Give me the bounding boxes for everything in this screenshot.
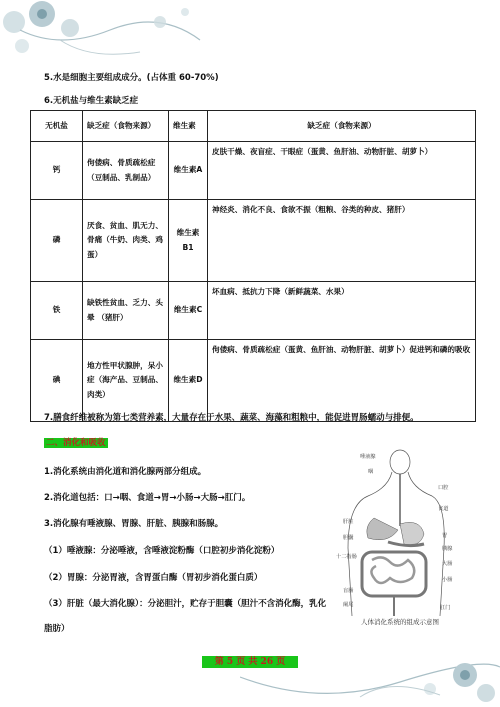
digest-item-3: 3.消化腺有唾液腺、胃腺、肝脏、胰腺和肠腺。 [44, 519, 224, 529]
vitamin-name: 维生素C [169, 282, 208, 340]
label-appendix: 阑尾 [343, 602, 354, 608]
label-stomach: 胃 [442, 533, 448, 539]
header-vitamin-deficiency: 缺乏症（食物来源） [208, 111, 476, 142]
salt-deficiency: 缺铁性贫血、乏力、头晕 （猪肝） [83, 282, 169, 340]
label-gallbladder: 胆囊 [343, 535, 354, 541]
label-cecum: 盲肠 [343, 588, 354, 594]
salt-name: 铁 [31, 282, 83, 340]
header-vitamin: 维生素 [169, 111, 208, 142]
label-large-intestine: 大肠 [442, 561, 453, 567]
header-salt-deficiency: 缺乏症（食物来源） [83, 111, 169, 142]
vitamin-name: 维生素B1 [169, 200, 208, 282]
label-pancreas: 胰腺 [442, 546, 453, 552]
salt-name: 碘 [31, 340, 83, 422]
table-row [31, 142, 476, 200]
label-mouth: 口腔 [438, 485, 449, 491]
deficiency-table [30, 110, 476, 422]
page-number: 第 5 页 共 26 页 [202, 656, 298, 668]
table-header-row [31, 111, 476, 142]
diagram-caption: 人体消化系统的组成示意图 [361, 618, 439, 626]
vitamin-name: 维生素A [169, 142, 208, 200]
floral-decoration-bottom [240, 637, 500, 707]
digest-item-1: 1.消化系统由消化道和消化腺两部分组成。 [44, 467, 207, 477]
label-liver: 肝脏 [343, 519, 354, 525]
vitamin-deficiency: 皮肤干燥、夜盲症、干眼症（蛋黄、鱼肝油、动物肝脏、胡萝卜） [208, 142, 476, 200]
gland-stomach: （2）胃腺：分泌胃液，含胃蛋白酶（胃初步消化蛋白质） [44, 573, 263, 583]
label-saliva-gland: 唾液腺 [360, 454, 376, 460]
salt-name: 磷 [31, 200, 83, 282]
label-small-intestine: 小肠 [442, 577, 453, 583]
item-fiber: 7.膳食纤维被称为第七类营养素，大量存在于水果、蔬菜、海藻和粗粮中，能促进胃肠蠕动与排便。 [44, 413, 419, 423]
salt-name: 钙 [31, 142, 83, 200]
label-pharynx: 咽 [368, 469, 374, 475]
gland-liver: （3）肝脏（最大消化腺）：分泌胆汁，贮存于胆囊（胆汁不含消化酶，乳化 [44, 599, 327, 609]
label-duodenum: 十二指肠 [336, 554, 357, 560]
vitamin-deficiency: 佝偻病、骨质疏松症（蛋黄、鱼肝油、动物肝脏、胡萝卜）促进钙和磷的吸收 [208, 340, 476, 422]
label-esophagus: 食道 [438, 506, 449, 512]
table-row [31, 282, 476, 340]
salt-deficiency: 厌食、贫血、肌无力、骨痛（牛奶、肉类、鸡蛋） [83, 200, 169, 282]
item-salt-vitamin-heading: 6.无机盐与维生素缺乏症 [44, 96, 139, 106]
gland-liver-cont: 脂肪） [44, 624, 70, 634]
section-heading-text: 二、消化和吸收 [46, 438, 106, 448]
gland-saliva: （1）唾液腺：分泌唾液，含唾液淀粉酶（口腔初步消化淀粉） [44, 546, 280, 556]
floral-decoration-top [0, 0, 230, 70]
salt-deficiency: 佝偻病、骨质疏松症（豆制品、乳制品） [83, 142, 169, 200]
vitamin-deficiency: 神经炎、消化不良、食欲不振（粗粮、谷类的种皮、猪肝） [208, 200, 476, 282]
digest-item-2: 2.消化道包括：口→咽、食道→胃→小肠→大肠→肛门。 [44, 493, 251, 503]
label-anus: 肛门 [440, 605, 451, 611]
vitamin-name: 维生素D [169, 340, 208, 422]
salt-deficiency: 地方性甲状腺肿，呆小症（海产品、豆制品、肉类） [83, 340, 169, 422]
table-row [31, 340, 476, 422]
vitamin-deficiency: 坏血病、抵抗力下降（新鲜蔬菜、水果） [208, 282, 476, 340]
table-row [31, 200, 476, 282]
section-heading [44, 436, 108, 448]
header-salt: 无机盐 [31, 111, 83, 142]
item-water: 5.水是细胞主要组成成分。(占体重 60-70%) [44, 73, 219, 83]
